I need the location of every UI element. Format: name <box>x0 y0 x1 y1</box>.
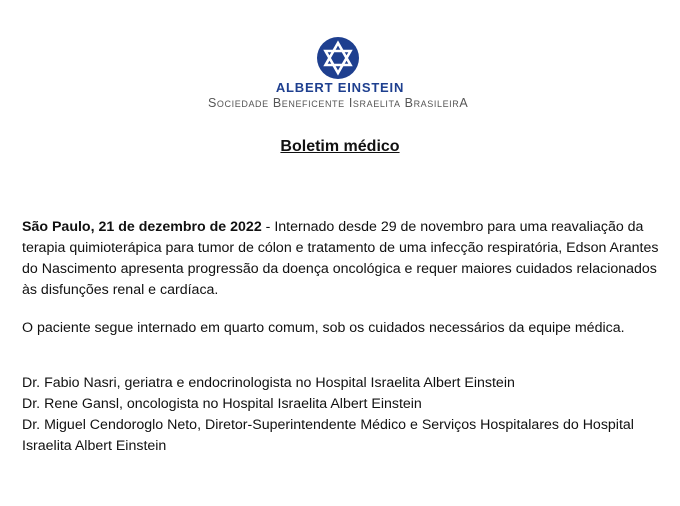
document-title: Boletim médico <box>280 138 400 155</box>
logo-tagline: Sociedade Beneficente Israelita BrasileirA <box>208 96 469 110</box>
signatures-block <box>22 373 672 457</box>
signature-line: Dr. Miguel Cendoroglo Neto, Diretor-Superintendente Médico e Serviços Hospitalares do Hospital Israelita Albert Einstein <box>22 417 634 454</box>
paragraph-status: O paciente segue internado em quarto comum, sob os cuidados necessários da equipe médica. <box>22 320 625 336</box>
signature-line: Dr. Rene Gansl, oncologista no Hospital Israelita Albert Einstein <box>22 396 422 412</box>
paragraph-main-text: - Internado desde 29 de novembro para uma reavaliação da terapia quimioterápica para tumor de cólon e tratamento de uma infecção respiratória, Edson Arantes do Nascimento apresenta progressão da doença oncológica e requer maiores cuidados relacionados às disfunções renal e cardíaca. <box>22 219 659 298</box>
paragraph-main <box>22 217 672 301</box>
logo-name: ALBERT EINSTEIN <box>275 80 405 95</box>
signature-line: Dr. Fabio Nasri, geriatra e endocrinologista no Hospital Israelita Albert Einstein <box>22 375 515 391</box>
dateline: São Paulo, 21 de dezembro de 2022 <box>22 219 262 235</box>
star-of-david-icon <box>316 36 360 80</box>
hospital-logo <box>200 30 480 120</box>
